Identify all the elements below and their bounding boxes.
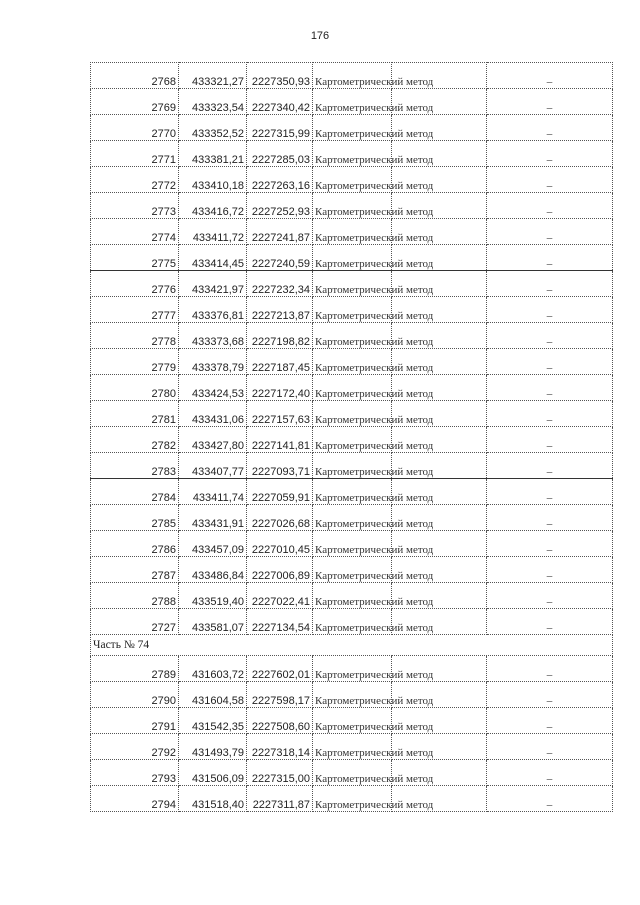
accuracy-dash-cell: – — [487, 583, 613, 609]
y-coordinate-cell: 2227350,93 — [247, 63, 313, 89]
table-row — [91, 271, 613, 297]
coordinates-table — [90, 62, 613, 812]
method-cell: Картометрический метод — [313, 245, 392, 271]
y-coordinate-cell: 2227602,01 — [247, 656, 313, 682]
y-coordinate-cell: 2227263,16 — [247, 167, 313, 193]
accuracy-dash-cell: – — [487, 63, 613, 89]
point-number-cell: 2780 — [91, 375, 179, 401]
table-row — [91, 297, 613, 323]
y-coordinate-cell: 2227213,87 — [247, 297, 313, 323]
table-row — [91, 375, 613, 401]
x-coordinate-cell: 431506,09 — [179, 760, 247, 786]
x-coordinate-cell: 431493,79 — [179, 734, 247, 760]
x-coordinate-cell: 431518,40 — [179, 786, 247, 812]
accuracy-dash-cell: – — [487, 609, 613, 635]
point-number-cell: 2794 — [91, 786, 179, 812]
coordinates-table-body — [91, 63, 613, 812]
method-cell: Картометрический метод — [313, 375, 392, 401]
table-row — [91, 583, 613, 609]
x-coordinate-cell: 433376,81 — [179, 297, 247, 323]
method-cell: Картометрический метод — [313, 479, 392, 505]
accuracy-dash-cell: – — [487, 115, 613, 141]
y-coordinate-cell: 2227285,03 — [247, 141, 313, 167]
method-cell: Картометрический метод — [313, 115, 392, 141]
table-row — [91, 167, 613, 193]
accuracy-dash-cell: – — [487, 193, 613, 219]
y-coordinate-cell: 2227252,93 — [247, 193, 313, 219]
table-row — [91, 557, 613, 583]
y-coordinate-cell: 2227241,87 — [247, 219, 313, 245]
y-coordinate-cell: 2227598,17 — [247, 682, 313, 708]
x-coordinate-cell: 433378,79 — [179, 349, 247, 375]
accuracy-dash-cell: – — [487, 734, 613, 760]
table-row — [91, 453, 613, 479]
method-cell: Картометрический метод — [313, 760, 392, 786]
accuracy-dash-cell: – — [487, 323, 613, 349]
table-row — [91, 89, 613, 115]
method-cell: Картометрический метод — [313, 297, 392, 323]
table-row — [91, 609, 613, 635]
method-cell: Картометрический метод — [313, 323, 392, 349]
accuracy-dash-cell: – — [487, 760, 613, 786]
accuracy-dash-cell: – — [487, 245, 613, 271]
method-cell: Картометрический метод — [313, 167, 392, 193]
method-cell: Картометрический метод — [313, 557, 392, 583]
method-cell: Картометрический метод — [313, 531, 392, 557]
point-number-cell: 2774 — [91, 219, 179, 245]
accuracy-dash-cell: – — [487, 349, 613, 375]
accuracy-dash-cell: – — [487, 479, 613, 505]
table-row — [91, 734, 613, 760]
x-coordinate-cell: 433431,91 — [179, 505, 247, 531]
accuracy-dash-cell: – — [487, 427, 613, 453]
y-coordinate-cell: 2227198,82 — [247, 323, 313, 349]
accuracy-dash-cell: – — [487, 557, 613, 583]
method-cell: Картометрический метод — [313, 63, 392, 89]
method-cell: Картометрический метод — [313, 656, 392, 682]
point-number-cell: 2782 — [91, 427, 179, 453]
accuracy-dash-cell: – — [487, 531, 613, 557]
x-coordinate-cell: 433381,21 — [179, 141, 247, 167]
table-row — [91, 219, 613, 245]
y-coordinate-cell: 2227010,45 — [247, 531, 313, 557]
table-row — [91, 427, 613, 453]
point-number-cell: 2770 — [91, 115, 179, 141]
table-row — [91, 682, 613, 708]
x-coordinate-cell: 433421,97 — [179, 271, 247, 297]
accuracy-dash-cell: – — [487, 682, 613, 708]
accuracy-dash-cell: – — [487, 141, 613, 167]
table-row — [91, 656, 613, 682]
point-number-cell: 2772 — [91, 167, 179, 193]
y-coordinate-cell: 2227187,45 — [247, 349, 313, 375]
method-cell: Картометрический метод — [313, 609, 392, 635]
table-row — [91, 531, 613, 557]
y-coordinate-cell: 2227340,42 — [247, 89, 313, 115]
point-number-cell: 2791 — [91, 708, 179, 734]
point-number-cell: 2773 — [91, 193, 179, 219]
x-coordinate-cell: 433411,72 — [179, 219, 247, 245]
point-number-cell: 2790 — [91, 682, 179, 708]
table-row — [91, 708, 613, 734]
accuracy-dash-cell: – — [487, 505, 613, 531]
y-coordinate-cell: 2227315,00 — [247, 760, 313, 786]
x-coordinate-cell: 433414,45 — [179, 245, 247, 271]
y-coordinate-cell: 2227093,71 — [247, 453, 313, 479]
accuracy-dash-cell: – — [487, 375, 613, 401]
x-coordinate-cell: 433352,52 — [179, 115, 247, 141]
point-number-cell: 2768 — [91, 63, 179, 89]
method-cell: Картометрический метод — [313, 734, 392, 760]
table-row — [91, 349, 613, 375]
x-coordinate-cell: 433416,72 — [179, 193, 247, 219]
accuracy-dash-cell: – — [487, 89, 613, 115]
x-coordinate-cell: 431604,58 — [179, 682, 247, 708]
method-cell: Картометрический метод — [313, 89, 392, 115]
point-number-cell: 2779 — [91, 349, 179, 375]
method-cell: Картометрический метод — [313, 219, 392, 245]
method-cell: Картометрический метод — [313, 427, 392, 453]
point-number-cell: 2787 — [91, 557, 179, 583]
x-coordinate-cell: 433457,09 — [179, 531, 247, 557]
accuracy-dash-cell: – — [487, 297, 613, 323]
point-number-cell: 2769 — [91, 89, 179, 115]
y-coordinate-cell: 2227508,60 — [247, 708, 313, 734]
accuracy-dash-cell: – — [487, 271, 613, 297]
point-number-cell: 2783 — [91, 453, 179, 479]
method-cell: Картометрический метод — [313, 505, 392, 531]
y-coordinate-cell: 2227172,40 — [247, 375, 313, 401]
method-cell: Картометрический метод — [313, 193, 392, 219]
table-row — [91, 193, 613, 219]
accuracy-dash-cell: – — [487, 219, 613, 245]
method-cell: Картометрический метод — [313, 401, 392, 427]
y-coordinate-cell: 2227006,89 — [247, 557, 313, 583]
point-number-cell: 2775 — [91, 245, 179, 271]
accuracy-dash-cell: – — [487, 453, 613, 479]
method-cell: Картометрический метод — [313, 141, 392, 167]
method-cell: Картометрический метод — [313, 271, 392, 297]
table-row — [91, 63, 613, 89]
point-number-cell: 2727 — [91, 609, 179, 635]
x-coordinate-cell: 431542,35 — [179, 708, 247, 734]
point-number-cell: 2789 — [91, 656, 179, 682]
x-coordinate-cell: 433373,68 — [179, 323, 247, 349]
point-number-cell: 2771 — [91, 141, 179, 167]
y-coordinate-cell: 2227157,63 — [247, 401, 313, 427]
accuracy-dash-cell: – — [487, 167, 613, 193]
x-coordinate-cell: 433431,06 — [179, 401, 247, 427]
accuracy-dash-cell: – — [487, 656, 613, 682]
accuracy-dash-cell: – — [487, 708, 613, 734]
x-coordinate-cell: 433427,80 — [179, 427, 247, 453]
x-coordinate-cell: 433407,77 — [179, 453, 247, 479]
accuracy-dash-cell: – — [487, 786, 613, 812]
point-number-cell: 2793 — [91, 760, 179, 786]
x-coordinate-cell: 433424,53 — [179, 375, 247, 401]
table-row — [91, 786, 613, 812]
y-coordinate-cell: 2227318,14 — [247, 734, 313, 760]
point-number-cell: 2778 — [91, 323, 179, 349]
x-coordinate-cell: 431603,72 — [179, 656, 247, 682]
y-coordinate-cell: 2227059,91 — [247, 479, 313, 505]
point-number-cell: 2784 — [91, 479, 179, 505]
part-header-label: Часть № 74 — [91, 635, 613, 656]
table-row — [91, 323, 613, 349]
x-coordinate-cell: 433486,84 — [179, 557, 247, 583]
y-coordinate-cell: 2227240,59 — [247, 245, 313, 271]
table-row — [91, 401, 613, 427]
method-cell: Картометрический метод — [313, 583, 392, 609]
y-coordinate-cell: 2227022,41 — [247, 583, 313, 609]
point-number-cell: 2788 — [91, 583, 179, 609]
accuracy-dash-cell: – — [487, 401, 613, 427]
y-coordinate-cell: 2227315,99 — [247, 115, 313, 141]
point-number-cell: 2776 — [91, 271, 179, 297]
method-cell: Картометрический метод — [313, 682, 392, 708]
method-cell: Картометрический метод — [313, 708, 392, 734]
method-cell: Картометрический метод — [313, 786, 392, 812]
part-header-row — [91, 635, 613, 656]
table-row — [91, 760, 613, 786]
y-coordinate-cell: 2227134,54 — [247, 609, 313, 635]
table-row — [91, 115, 613, 141]
point-number-cell: 2777 — [91, 297, 179, 323]
x-coordinate-cell: 433411,74 — [179, 479, 247, 505]
y-coordinate-cell: 2227311,87 — [247, 786, 313, 812]
table-row — [91, 479, 613, 505]
y-coordinate-cell: 2227232,34 — [247, 271, 313, 297]
y-coordinate-cell: 2227141,81 — [247, 427, 313, 453]
x-coordinate-cell: 433323,54 — [179, 89, 247, 115]
x-coordinate-cell: 433410,18 — [179, 167, 247, 193]
point-number-cell: 2792 — [91, 734, 179, 760]
point-number-cell: 2785 — [91, 505, 179, 531]
point-number-cell: 2786 — [91, 531, 179, 557]
page-number: 176 — [310, 30, 330, 42]
y-coordinate-cell: 2227026,68 — [247, 505, 313, 531]
x-coordinate-cell: 433321,27 — [179, 63, 247, 89]
x-coordinate-cell: 433581,07 — [179, 609, 247, 635]
x-coordinate-cell: 433519,40 — [179, 583, 247, 609]
table-row — [91, 141, 613, 167]
table-row — [91, 245, 613, 271]
table-row — [91, 505, 613, 531]
method-cell: Картометрический метод — [313, 453, 392, 479]
method-cell: Картометрический метод — [313, 349, 392, 375]
point-number-cell: 2781 — [91, 401, 179, 427]
